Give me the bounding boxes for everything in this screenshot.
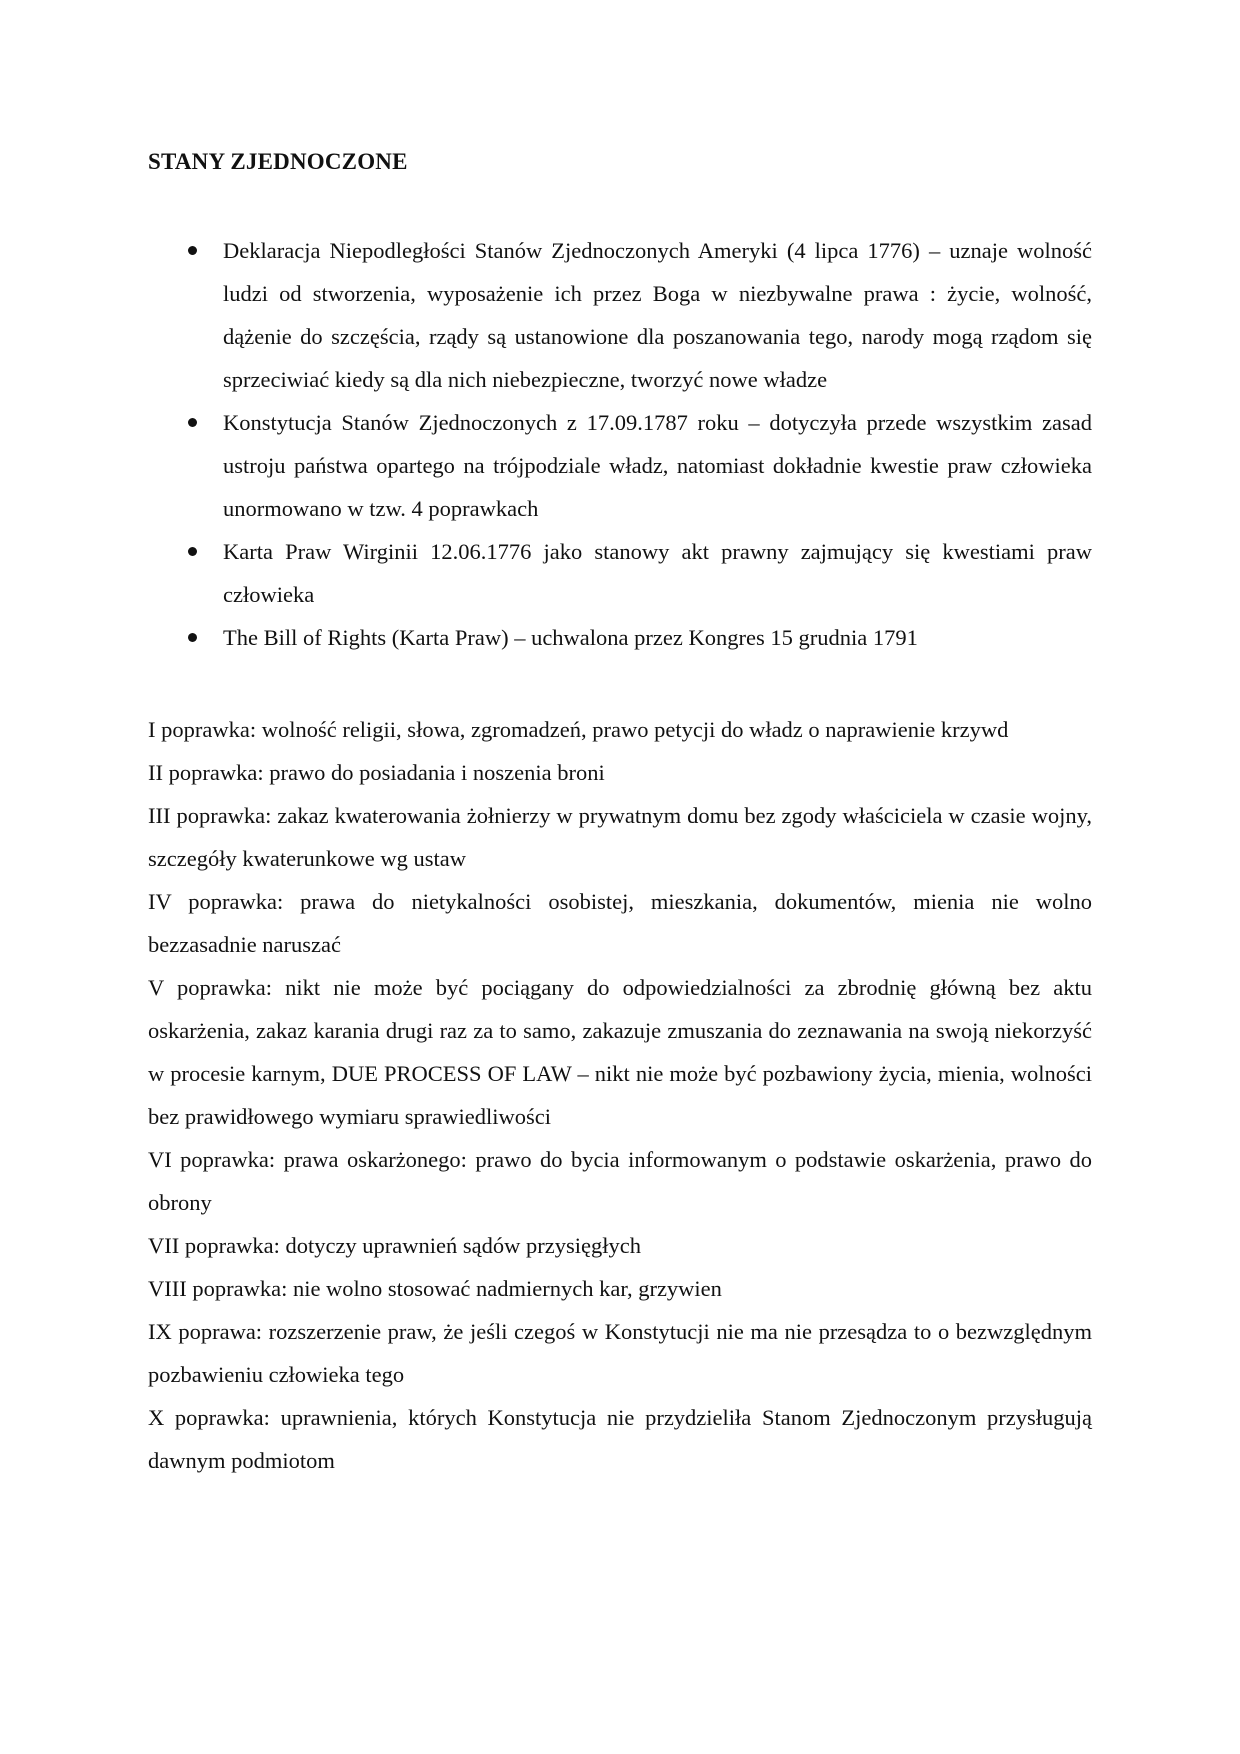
bullet-dot-icon bbox=[188, 633, 197, 642]
bullet-item-declaration bbox=[148, 229, 1092, 401]
bullet-text: Konstytucja Stanów Zjednoczonych z 17.09.1787 roku – dotyczyła przede wszystkim zasad ustroju państwa opartego na trójpodziale władz, natomiast dokładnie kwestie praw człowieka unormowano w tzw. 4 poprawkach bbox=[223, 410, 1092, 521]
bullet-dot-icon bbox=[188, 246, 197, 255]
bullet-item-bill-of-rights bbox=[148, 616, 1092, 659]
bullet-text: Deklaracja Niepodległości Stanów Zjednoczonych Ameryki (4 lipca 1776) – uznaje wolność ludzi od stworzenia, wyposażenie ich przez Boga w niezbywalne prawa : życie, wolność, dążenie do szczęścia, rządy są ustanowione dla poszanowania tego, narody mogą rządom się sprzeciwiać kiedy są dla nich niebezpieczne, tworzyć nowe władze bbox=[223, 238, 1092, 392]
amendment-8: VIII poprawka: nie wolno stosować nadmiernych kar, grzywien bbox=[148, 1276, 722, 1301]
bullet-text: The Bill of Rights (Karta Praw) – uchwalona przez Kongres 15 grudnia 1791 bbox=[223, 625, 918, 650]
amendment-5: V poprawka: nikt nie może być pociągany do odpowiedzialności za zbrodnię główną bez aktu oskarżenia, zakaz karania drugi raz za to samo, zakazuje zmuszania do zeznawania na swoją niekorzyść w procesie karnym, DUE PROCESS OF LAW – nikt nie może być pozbawiony życia, mienia, wolności bez prawidłowego wymiaru sprawiedliwości bbox=[148, 975, 1092, 1129]
amendment-2: II poprawka: prawo do posiadania i noszenia broni bbox=[148, 760, 605, 785]
page-title: STANY ZJEDNOCZONE bbox=[148, 149, 408, 174]
bullet-list bbox=[148, 229, 1092, 659]
amendment-6: VI poprawka: prawa oskarżonego: prawo do bycia informowanym o podstawie oskarżenia, prawo do obrony bbox=[148, 1147, 1092, 1215]
bullet-item-constitution bbox=[148, 401, 1092, 530]
amendment-10: X poprawka: uprawnienia, których Konstytucja nie przydzieliła Stanom Zjednoczonym przysługują dawnym podmiotom bbox=[148, 1405, 1092, 1473]
bullet-text: Karta Praw Wirginii 12.06.1776 jako stanowy akt prawny zajmujący się kwestiami praw człowieka bbox=[223, 539, 1092, 607]
amendment-1: I poprawka: wolność religii, słowa, zgromadzeń, prawo petycji do władz o naprawienie krzywd bbox=[148, 717, 1009, 742]
amendments-list bbox=[148, 708, 1092, 1482]
amendment-4: IV poprawka: prawa do nietykalności osobistej, mieszkania, dokumentów, mienia nie wolno bezzasadnie naruszać bbox=[148, 889, 1092, 957]
bullet-dot-icon bbox=[188, 418, 197, 427]
amendment-3: III poprawka: zakaz kwaterowania żołnierzy w prywatnym domu bez zgody właściciela w czasie wojny, szczegóły kwaterunkowe wg ustaw bbox=[148, 803, 1092, 871]
amendment-7: VII poprawka: dotyczy uprawnień sądów przysięgłych bbox=[148, 1233, 641, 1258]
amendment-9: IX poprawa: rozszerzenie praw, że jeśli czegoś w Konstytucji nie ma nie przesądza to o bezwzględnym pozbawieniu człowieka tego bbox=[148, 1319, 1092, 1387]
bullet-dot-icon bbox=[188, 547, 197, 556]
bullet-item-virginia bbox=[148, 530, 1092, 616]
